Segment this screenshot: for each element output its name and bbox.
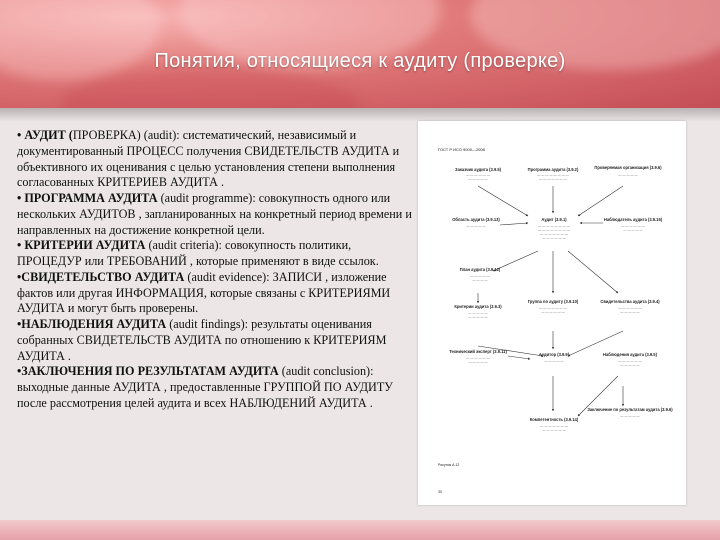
node-audit-plan: План аудита (3.9.12): [459, 267, 501, 272]
definition-body: (audit criteria): совокупность политики, ПРОЦЕДУР или ТРЕБОВАНИЙ , которые применяют в виде ссылок.: [17, 238, 379, 268]
definition-audit-findings: [17, 317, 415, 364]
diagram-nodes: [449, 165, 673, 432]
node-auditee: Проверяемая организация (3.9.6): [594, 165, 662, 170]
node-audit-conclusion: Заключение по результатам аудита (3.9.6): [587, 407, 673, 412]
definition-body: ПРОВЕРКА) (audit): систематический, независимый и документированный ПРОЦЕСС получения СВИДЕТЕЛЬСТВ АУДИТА и объективного их оценивания с целью установления степени выполнения согласованных КРИТЕРИЕВ АУДИТА .: [17, 128, 400, 190]
svg-text:— — — — — —: — — — — — —: [466, 356, 490, 360]
node-audit-evidence: Свидетельства аудита (3.9.4): [600, 299, 660, 304]
slide-title: Понятия, относящиеся к аудиту (проверке): [154, 50, 566, 72]
svg-text:— — — — —: — — — — —: [620, 310, 640, 314]
svg-text:— — — — — — — —: — — — — — — — —: [538, 224, 570, 228]
svg-text:— — — —: — — — —: [472, 278, 488, 282]
definitions-text: [17, 128, 415, 412]
svg-text:— — — — — —: — — — — — —: [466, 173, 490, 177]
definition-audit: [17, 128, 415, 191]
svg-text:— — — — —: — — — — —: [470, 274, 490, 278]
svg-text:— — — — —: — — — — —: [468, 315, 488, 319]
definition-term: • АУДИТ (: [17, 128, 73, 142]
definition-audit-programme: [17, 191, 415, 238]
svg-text:— — — — — —: — — — — — —: [542, 236, 566, 240]
definition-body: (audit findings): результаты оценивания собранных СВИДЕТЕЛЬСТВ АУДИТА по отношению к КРИТЕРИЯМ АУДИТА .: [17, 317, 387, 363]
node-audit-findings: Наблюдения аудита (3.9.5): [603, 352, 657, 357]
bottom-band: [0, 520, 720, 540]
node-audit-team: Группа по аудиту (3.9.10): [527, 299, 579, 304]
figure-caption: Рисунок А.12: [438, 463, 460, 467]
definition-body: (audit evidence): ЗАПИСИ , изложение фактов или другая ИНФОРМАЦИЯ, которые связаны с КРИТЕРИЯМИ АУДИТА и могут быть проверены.: [17, 269, 391, 316]
svg-text:— — — — — —: — — — — — —: [541, 310, 565, 314]
svg-text:— — — — — — —: — — — — — — —: [539, 306, 567, 310]
figure-header: ГОСТ Р ИСО 9000—2008: [438, 147, 485, 152]
node-audit-programme: Программа аудита (3.9.2): [527, 167, 579, 172]
definition-body: (audit programme): совокупность одного или нескольких АУДИТОВ , запланированных на конкретный период времени и направленных на достижение конкретной цели.: [17, 191, 412, 237]
svg-text:— — — — —: — — — — —: [623, 228, 643, 232]
svg-text:— — — — —: — — — — —: [544, 359, 564, 363]
definition-audit-criteria: [17, 238, 415, 270]
node-audit-criteria: Критерии аудита (3.9.3): [454, 304, 502, 309]
header-shadow: [0, 108, 720, 122]
svg-text:— — — — — —: — — — — — —: [621, 224, 645, 228]
svg-text:— — — — — —: — — — — — —: [618, 359, 642, 363]
slide-header: [0, 0, 720, 110]
definition-term: • ПРОГРАММА АУДИТА: [17, 191, 158, 205]
definition-term: • КРИТЕРИИ АУДИТА: [17, 238, 146, 253]
definition-term: •НАБЛЮДЕНИЯ АУДИТА: [17, 317, 167, 331]
definition-term: •ЗАКЛЮЧЕНИЯ ПО РЕЗУЛЬТАТАМ АУДИТА: [17, 364, 279, 379]
definition-audit-evidence: [17, 270, 415, 317]
node-auditor: Аудитор (3.9.9): [538, 352, 570, 357]
node-audit-observer: Наблюдатель аудита (3.9.15): [603, 217, 663, 222]
node-audit: Аудит (3.9.1): [541, 217, 567, 222]
svg-text:— — — — —: — — — — —: [468, 311, 488, 315]
svg-text:— — — — — — —: — — — — — — —: [540, 232, 568, 236]
svg-text:— — — — —: — — — — —: [618, 173, 638, 177]
svg-text:— — — — — — —: — — — — — — —: [539, 177, 567, 181]
svg-text:— — — — —: — — — — —: [620, 414, 640, 418]
svg-text:— — — — — — — —: — — — — — — — —: [538, 228, 570, 232]
node-technical-expert: Технический эксперт (3.9.11): [449, 349, 507, 354]
svg-text:— — — — —: — — — — —: [468, 360, 488, 364]
definition-body: (audit conclusion): выходные данные АУДИТА , предоставленные ГРУППОЙ ПО АУДИТУ после рассмотрения целей аудита и всех НАБЛЮДЕНИЙ АУДИТА .: [17, 364, 393, 410]
audit-concepts-diagram: [418, 121, 686, 505]
svg-text:— — — — —: — — — — —: [466, 224, 486, 228]
definition-term: •СВИДЕТЕЛЬСТВО АУДИТА: [17, 269, 185, 284]
node-audit-scope: Область аудита (3.9.13): [452, 217, 500, 222]
svg-text:— — — — — —: — — — — — —: [542, 428, 566, 432]
svg-text:— — — — — — — —: — — — — — — — —: [537, 173, 569, 177]
node-competence: Компетентность (3.9.14): [529, 417, 579, 422]
svg-text:— — — — —: — — — — —: [620, 363, 640, 367]
svg-text:— — — — —: — — — — —: [468, 177, 488, 181]
svg-text:— — — — — —: — — — — — —: [618, 306, 642, 310]
page-number: 30: [438, 490, 442, 494]
diagram-svg: [418, 121, 686, 505]
node-audit-client: Заказчик аудита (3.9.5): [455, 167, 501, 172]
svg-text:— — — — — — —: — — — — — — —: [540, 424, 568, 428]
definition-audit-conclusion: [17, 364, 415, 411]
